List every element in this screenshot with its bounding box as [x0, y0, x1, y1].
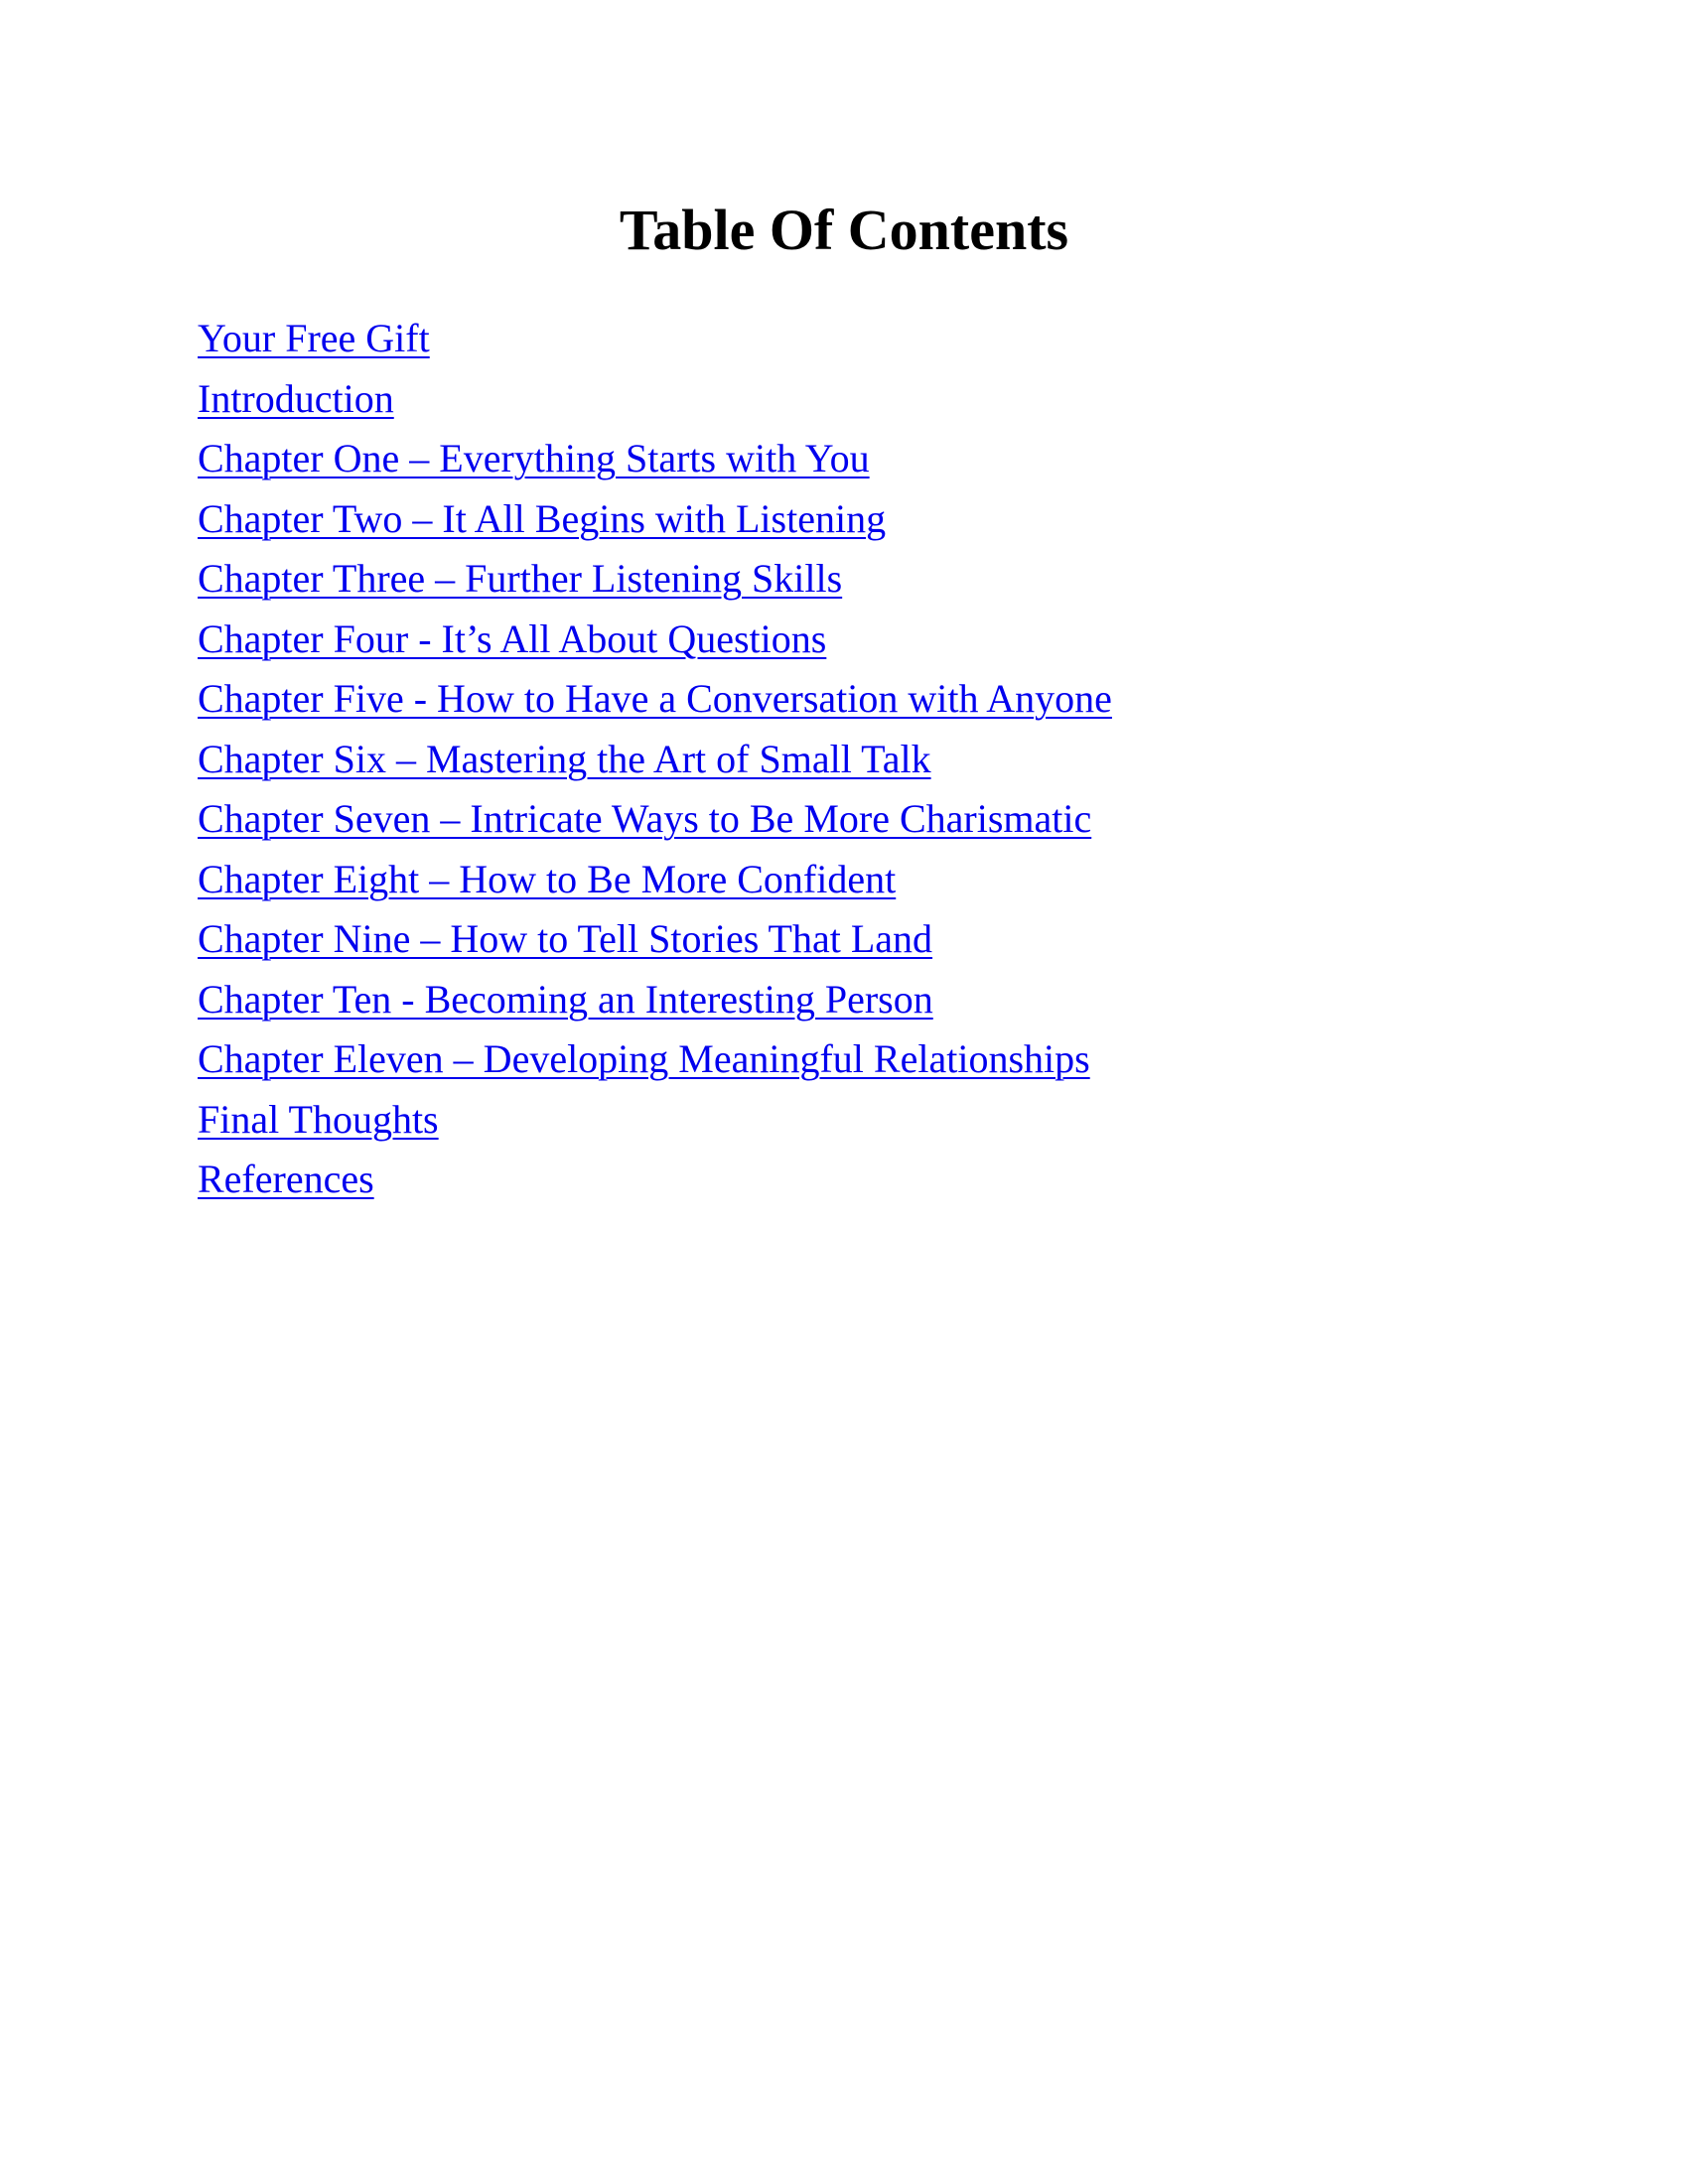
toc-item	[198, 850, 1112, 910]
toc-item	[198, 610, 1112, 670]
toc-item	[198, 429, 1112, 489]
toc-item	[198, 369, 1112, 430]
toc-link-chapter-four[interactable]: Chapter Four - It’s All About Questions	[198, 615, 827, 661]
toc-item	[198, 970, 1112, 1030]
toc-item	[198, 730, 1112, 790]
toc-link-chapter-two[interactable]: Chapter Two – It All Begins with Listening	[198, 495, 887, 541]
toc-link-introduction[interactable]: Introduction	[198, 375, 394, 421]
toc-item	[198, 549, 1112, 610]
toc-item	[198, 789, 1112, 850]
toc-item	[198, 489, 1112, 550]
toc-item	[198, 1029, 1112, 1090]
toc-item	[198, 1150, 1112, 1210]
toc-item	[198, 669, 1112, 730]
toc-item	[198, 909, 1112, 970]
toc-link-your-free-gift[interactable]: Your Free Gift	[198, 316, 430, 360]
toc-link-chapter-three[interactable]: Chapter Three – Further Listening Skills	[198, 556, 843, 601]
toc-link-chapter-eight[interactable]: Chapter Eight – How to Be More Confident	[198, 856, 897, 901]
toc-link-chapter-eleven[interactable]: Chapter Eleven – Developing Meaningful Relationships	[198, 1036, 1090, 1081]
toc-link-chapter-one[interactable]: Chapter One – Everything Starts with You	[198, 436, 870, 480]
toc-item	[198, 1090, 1112, 1151]
page-title: Table Of Contents	[619, 198, 1069, 262]
toc-link-chapter-six[interactable]: Chapter Six – Mastering the Art of Small Talk	[198, 736, 931, 781]
toc-link-chapter-nine[interactable]: Chapter Nine – How to Tell Stories That Land	[198, 916, 933, 961]
toc-link-references[interactable]: References	[198, 1157, 374, 1201]
toc-link-chapter-five[interactable]: Chapter Five - How to Have a Conversation with Anyone	[198, 676, 1112, 721]
toc-list	[198, 309, 1112, 1210]
toc-link-chapter-seven[interactable]: Chapter Seven – Intricate Ways to Be More Charismatic	[198, 796, 1092, 841]
toc-link-final-thoughts[interactable]: Final Thoughts	[198, 1096, 439, 1142]
toc-link-chapter-ten[interactable]: Chapter Ten - Becoming an Interesting Person	[198, 976, 933, 1022]
toc-item	[198, 309, 1112, 369]
